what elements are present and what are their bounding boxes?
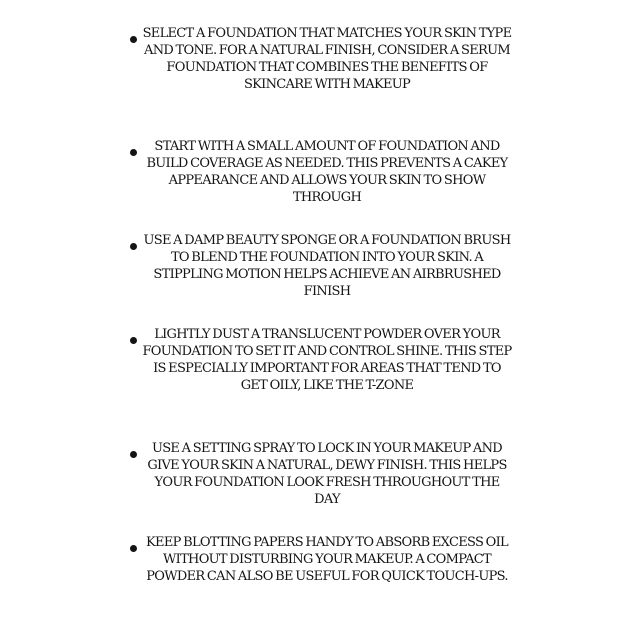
bullet-icon [130, 545, 137, 552]
tip-text: LIGHTLY DUST A TRANSLUCENT POWDER OVER YOUR FOUNDATION TO SET IT AND CONTROL SHINE. THIS STEP IS ESPECIALLY IMPORTANT FOR AREAS THAT TEND TO GET OILY, LIKE THE T-ZONE [142, 327, 512, 393]
bullet-icon [130, 337, 137, 344]
bullet-icon [130, 36, 137, 43]
tip-text: START WITH A SMALL AMOUNT OF FOUNDATION AND BUILD COVERAGE AS NEEDED. THIS PREVENTS A CAKEY APPEARANCE AND ALLOWS YOUR SKIN TO SHOW THROUGH [146, 139, 508, 205]
tip-text: KEEP BLOTTING PAPERS HANDY TO ABSORB EXCESS OIL WITHOUT DISTURBING YOUR MAKEUP. A COMPACT POWDER CAN ALSO BE USEFUL FOR QUICK TOUCH-UPS. [146, 535, 508, 584]
tip-text: USE A SETTING SPRAY TO LOCK IN YOUR MAKEUP AND GIVE YOUR SKIN A NATURAL, DEWY FINISH. THIS HELPS YOUR FOUNDATION LOOK FRESH THROUGHOUT THE DAY [147, 441, 507, 507]
bullet-icon [130, 451, 137, 458]
tip-text: SELECT A FOUNDATION THAT MATCHES YOUR SKIN TYPE AND TONE. FOR A NATURAL FINISH, CONSIDER A SERUM FOUNDATION THAT COMBINES THE BENEFITS OF SKINCARE WITH MAKEUP [142, 26, 512, 92]
bullet-icon [130, 149, 137, 156]
tip-text: USE A DAMP BEAUTY SPONGE OR A FOUNDATION BRUSH TO BLEND THE FOUNDATION INTO YOUR SKIN. A STIPPLING MOTION HELPS ACHIEVE AN AIRBRUSHED FINISH [143, 233, 511, 299]
bullet-icon [130, 243, 137, 250]
